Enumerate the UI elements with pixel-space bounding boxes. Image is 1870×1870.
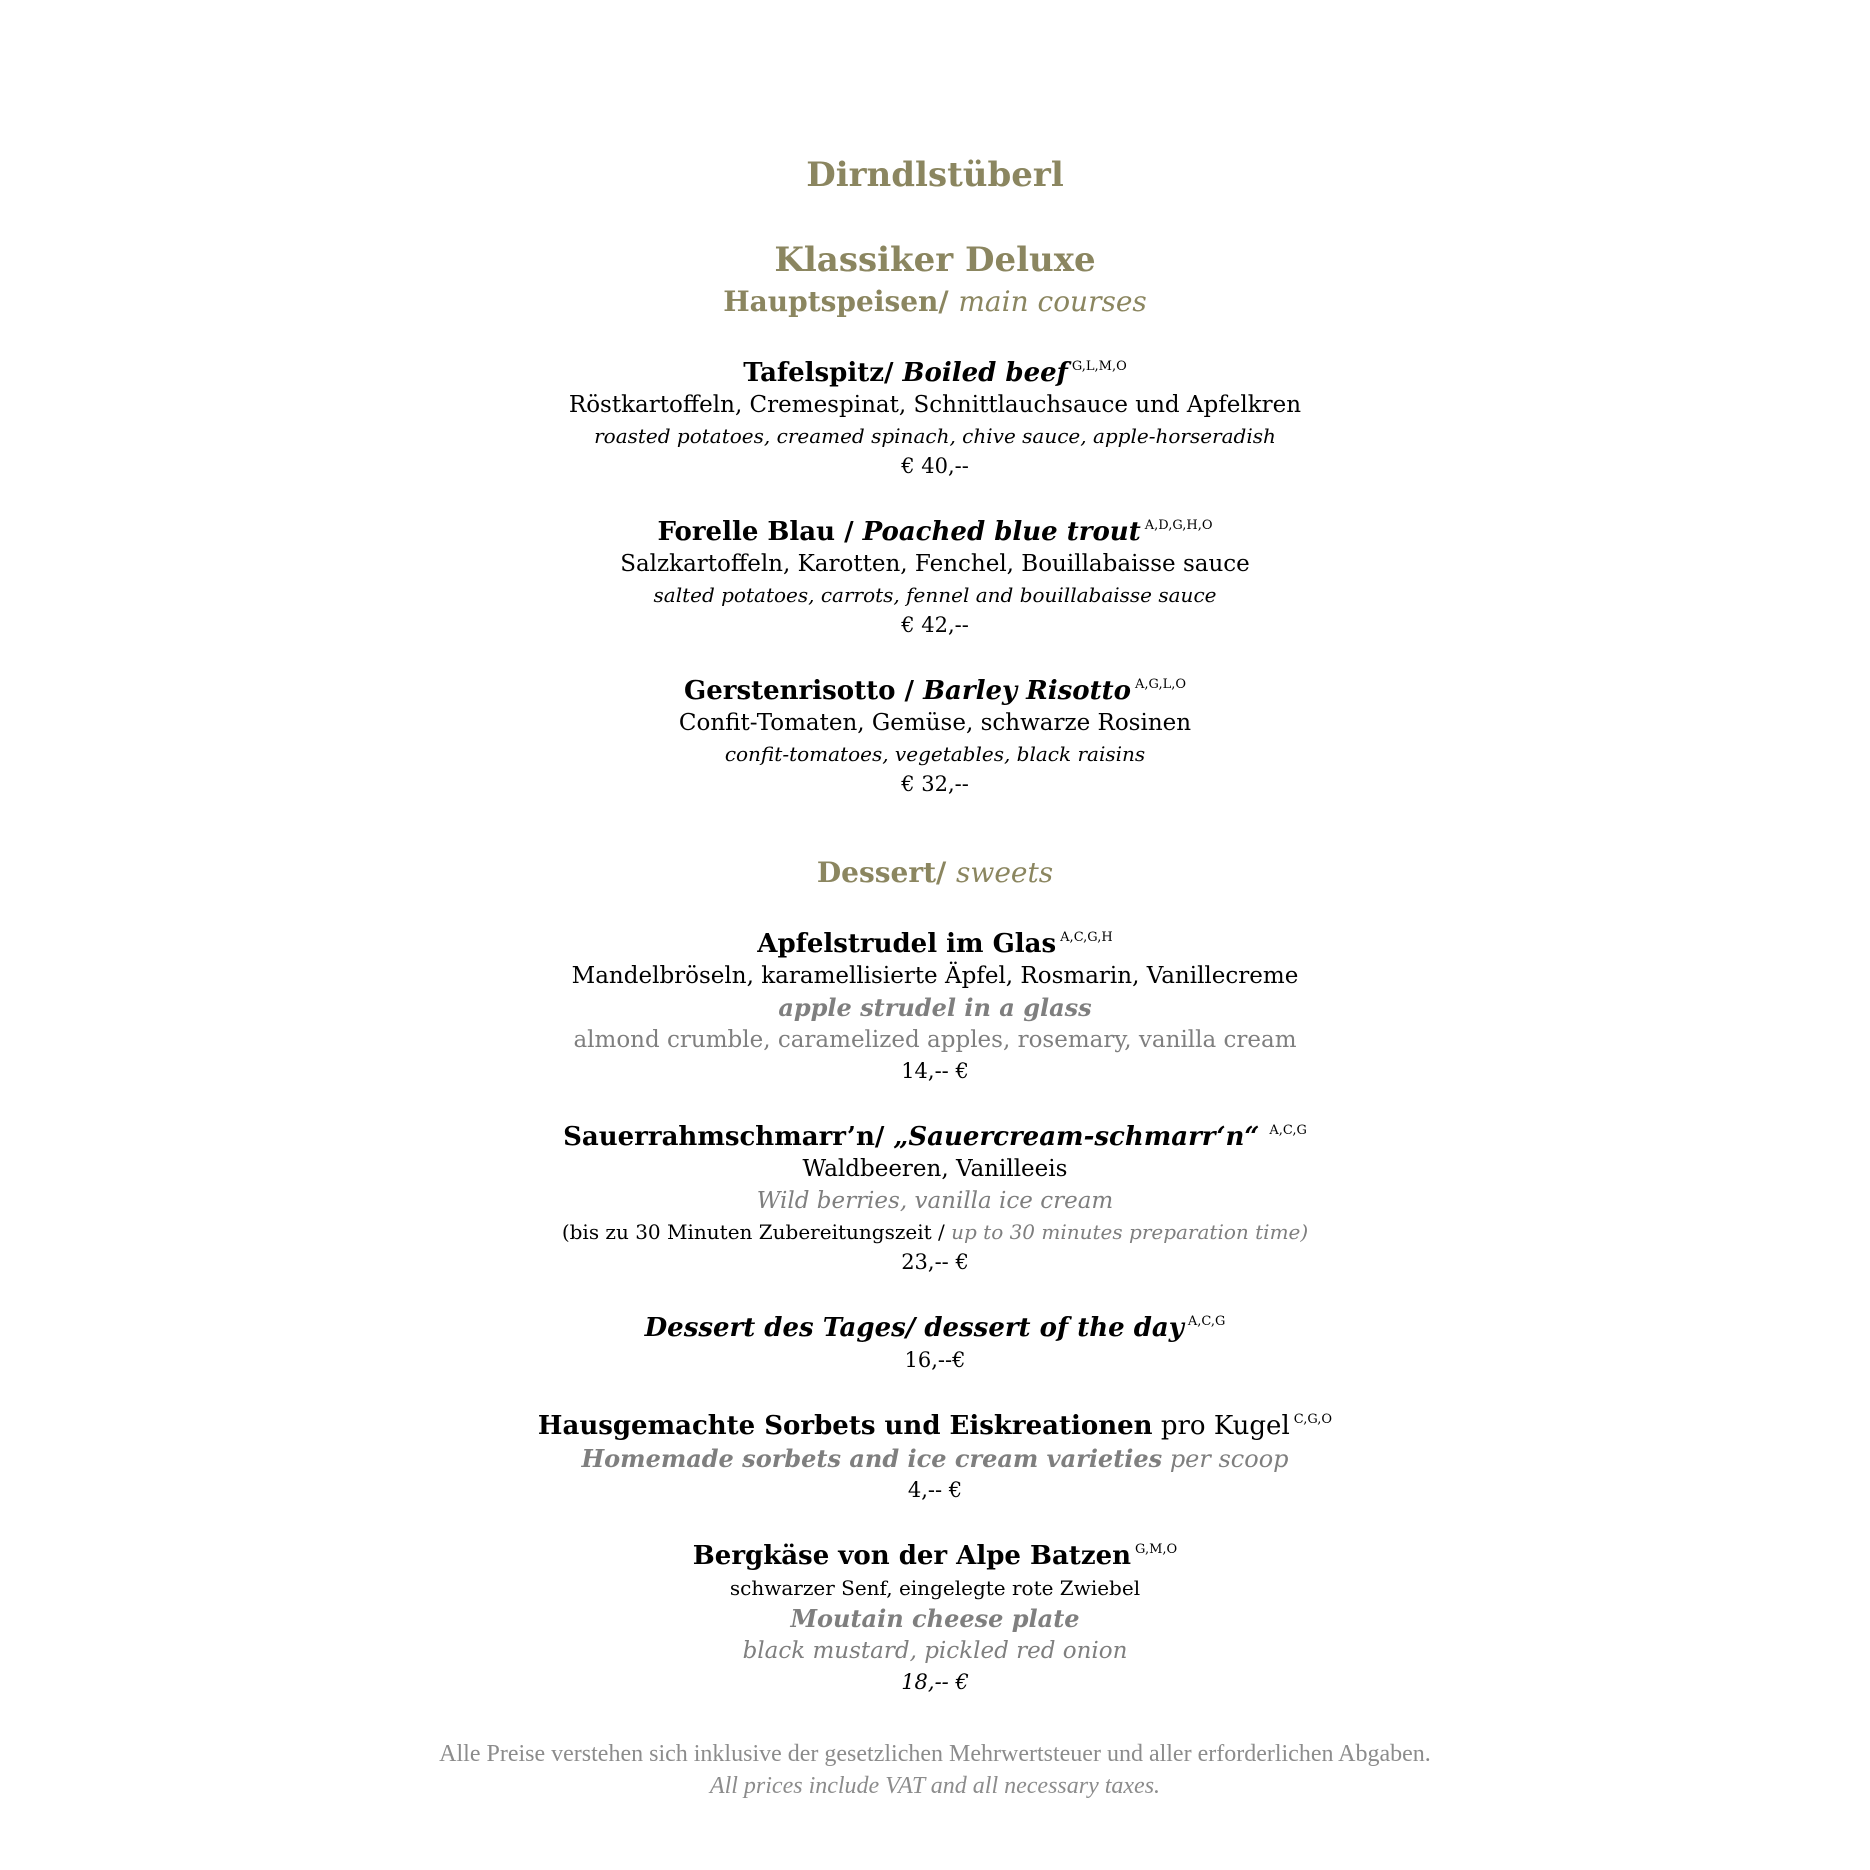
dish-price: € 42,-- xyxy=(901,613,969,637)
dish-price: € 40,-- xyxy=(901,454,969,478)
dish-name-en: Barley Risotto xyxy=(923,676,1131,706)
dish-description-en: black mustard, pickled red onion xyxy=(742,1638,1128,1664)
allergen-codes: A,C,G,H xyxy=(1060,930,1113,945)
dish-gerstenrisotto xyxy=(0,668,1870,799)
main-courses-heading-de: Hauptspeisen/ xyxy=(723,285,949,318)
dish-price: 16,--€ xyxy=(904,1348,966,1372)
dish-description-en: Wild berries, vanilla ice cream xyxy=(756,1188,1114,1214)
dish-price: 23,-- € xyxy=(901,1250,969,1274)
dish-description-de: Röstkartoffeln, Cremespinat, Schnittlauchsauce und Apfelkren xyxy=(568,392,1302,418)
footer-note-en: All prices include VAT and all necessary taxes. xyxy=(709,1773,1161,1799)
preparation-note xyxy=(0,1217,1870,1247)
dish-description-en: salted potatoes, carrots, fennel and bouillabaisse sauce xyxy=(653,583,1217,607)
dish-name-de: Bergkäse von der Alpe Batzen xyxy=(692,1541,1132,1571)
dish-name xyxy=(0,1403,1870,1443)
preparation-note-de: (bis zu 30 Minuten Zubereitungszeit / xyxy=(561,1220,952,1244)
dish-name xyxy=(0,921,1870,961)
dessert-heading-en: sweets xyxy=(956,856,1054,889)
dish-description-en: roasted potatoes, creamed spinach, chive sauce, apple-horseradish xyxy=(594,424,1276,448)
dish-name-de: Forelle Blau / xyxy=(657,517,863,547)
dish-forelle-blau xyxy=(0,509,1870,640)
dish-name-de: Gerstenrisotto / xyxy=(684,676,924,706)
dish-name-en: apple strudel in a glass xyxy=(778,993,1092,1022)
dish-name xyxy=(0,668,1870,708)
dish-name-de: Hausgemachte Sorbets und Eiskreationen xyxy=(537,1411,1153,1441)
section-title: Klassiker Deluxe xyxy=(774,240,1096,280)
dish-tafelspitz xyxy=(0,350,1870,481)
unit-de: pro Kugel xyxy=(1152,1411,1290,1441)
preparation-note-en: up to 30 minutes preparation time) xyxy=(951,1220,1309,1244)
dish-bergkaese xyxy=(0,1533,1870,1697)
dish-name-en: „Sauercream-schmarr‘n“ xyxy=(893,1122,1260,1152)
dish-name xyxy=(0,1305,1870,1345)
dish-description-de: schwarzer Senf, eingelegte rote Zwiebel xyxy=(729,1576,1141,1600)
dish-sorbets xyxy=(0,1403,1870,1505)
dish-description-de: Confit-Tomaten, Gemüse, schwarze Rosinen xyxy=(678,710,1192,736)
dish-name-en: Moutain cheese plate xyxy=(790,1604,1080,1633)
dish-name-de: Dessert des Tages/ dessert of the day xyxy=(644,1313,1184,1343)
dish-description-de: Mandelbröseln, karamellisierte Äpfel, Rosmarin, Vanillecreme xyxy=(571,963,1299,989)
menu-page xyxy=(0,150,1870,1697)
allergen-codes: A,C,G xyxy=(1187,1314,1226,1329)
footer-note xyxy=(0,1738,1870,1802)
restaurant-name: Dirndlstüberl xyxy=(806,155,1064,195)
dish-description-de: Waldbeeren, Vanilleeis xyxy=(802,1156,1068,1182)
dish-sauerrahmschmarrn xyxy=(0,1114,1870,1277)
main-courses-heading-en: main courses xyxy=(958,285,1147,318)
allergen-codes: C,G,O xyxy=(1293,1412,1333,1427)
dish-name xyxy=(0,1114,1870,1154)
allergen-codes: G,L,M,O xyxy=(1071,359,1127,374)
dish-name xyxy=(0,509,1870,549)
dish-name-en xyxy=(0,1443,1870,1475)
dish-apfelstrudel xyxy=(0,921,1870,1086)
unit-en: per scoop xyxy=(1162,1445,1289,1473)
dish-name xyxy=(0,350,1870,390)
dish-name-en-text: Homemade sorbets and ice cream varieties xyxy=(581,1444,1163,1473)
allergen-codes: G,M,O xyxy=(1135,1542,1178,1557)
allergen-codes: A,D,G,H,O xyxy=(1144,518,1213,533)
dish-price: 4,-- € xyxy=(907,1478,963,1502)
dessert-heading xyxy=(0,853,1870,893)
dish-name-de: Sauerrahmschmarr’n/ xyxy=(563,1122,894,1152)
dish-name xyxy=(0,1533,1870,1573)
footer-note-de: Alle Preise verstehen sich inklusive der gesetzlichen Mehrwertsteuer und aller erforderlichen Abgaben. xyxy=(439,1741,1431,1767)
dish-price: 14,-- € xyxy=(901,1059,969,1083)
dish-price: € 32,-- xyxy=(901,772,969,796)
allergen-codes: A,G,L,O xyxy=(1135,677,1186,692)
dish-description-de: Salzkartoffeln, Karotten, Fenchel, Bouillabaisse sauce xyxy=(620,551,1250,577)
dish-name-en: Boiled beef xyxy=(902,358,1068,388)
main-courses-heading xyxy=(0,282,1870,322)
dish-dessert-des-tages xyxy=(0,1305,1870,1375)
dessert-heading-de: Dessert/ xyxy=(816,856,947,889)
dish-description-en: confit-tomatoes, vegetables, black raisins xyxy=(724,742,1146,766)
dish-name-en: Poached blue trout xyxy=(862,517,1141,547)
dish-name-de: Tafelspitz/ xyxy=(743,358,903,388)
dish-name-de: Apfelstrudel im Glas xyxy=(757,929,1057,959)
allergen-codes: A,C,G xyxy=(1269,1123,1307,1138)
dish-price: 18,-- € xyxy=(901,1670,969,1694)
dish-description-en: almond crumble, caramelized apples, rosemary, vanilla cream xyxy=(573,1027,1297,1053)
